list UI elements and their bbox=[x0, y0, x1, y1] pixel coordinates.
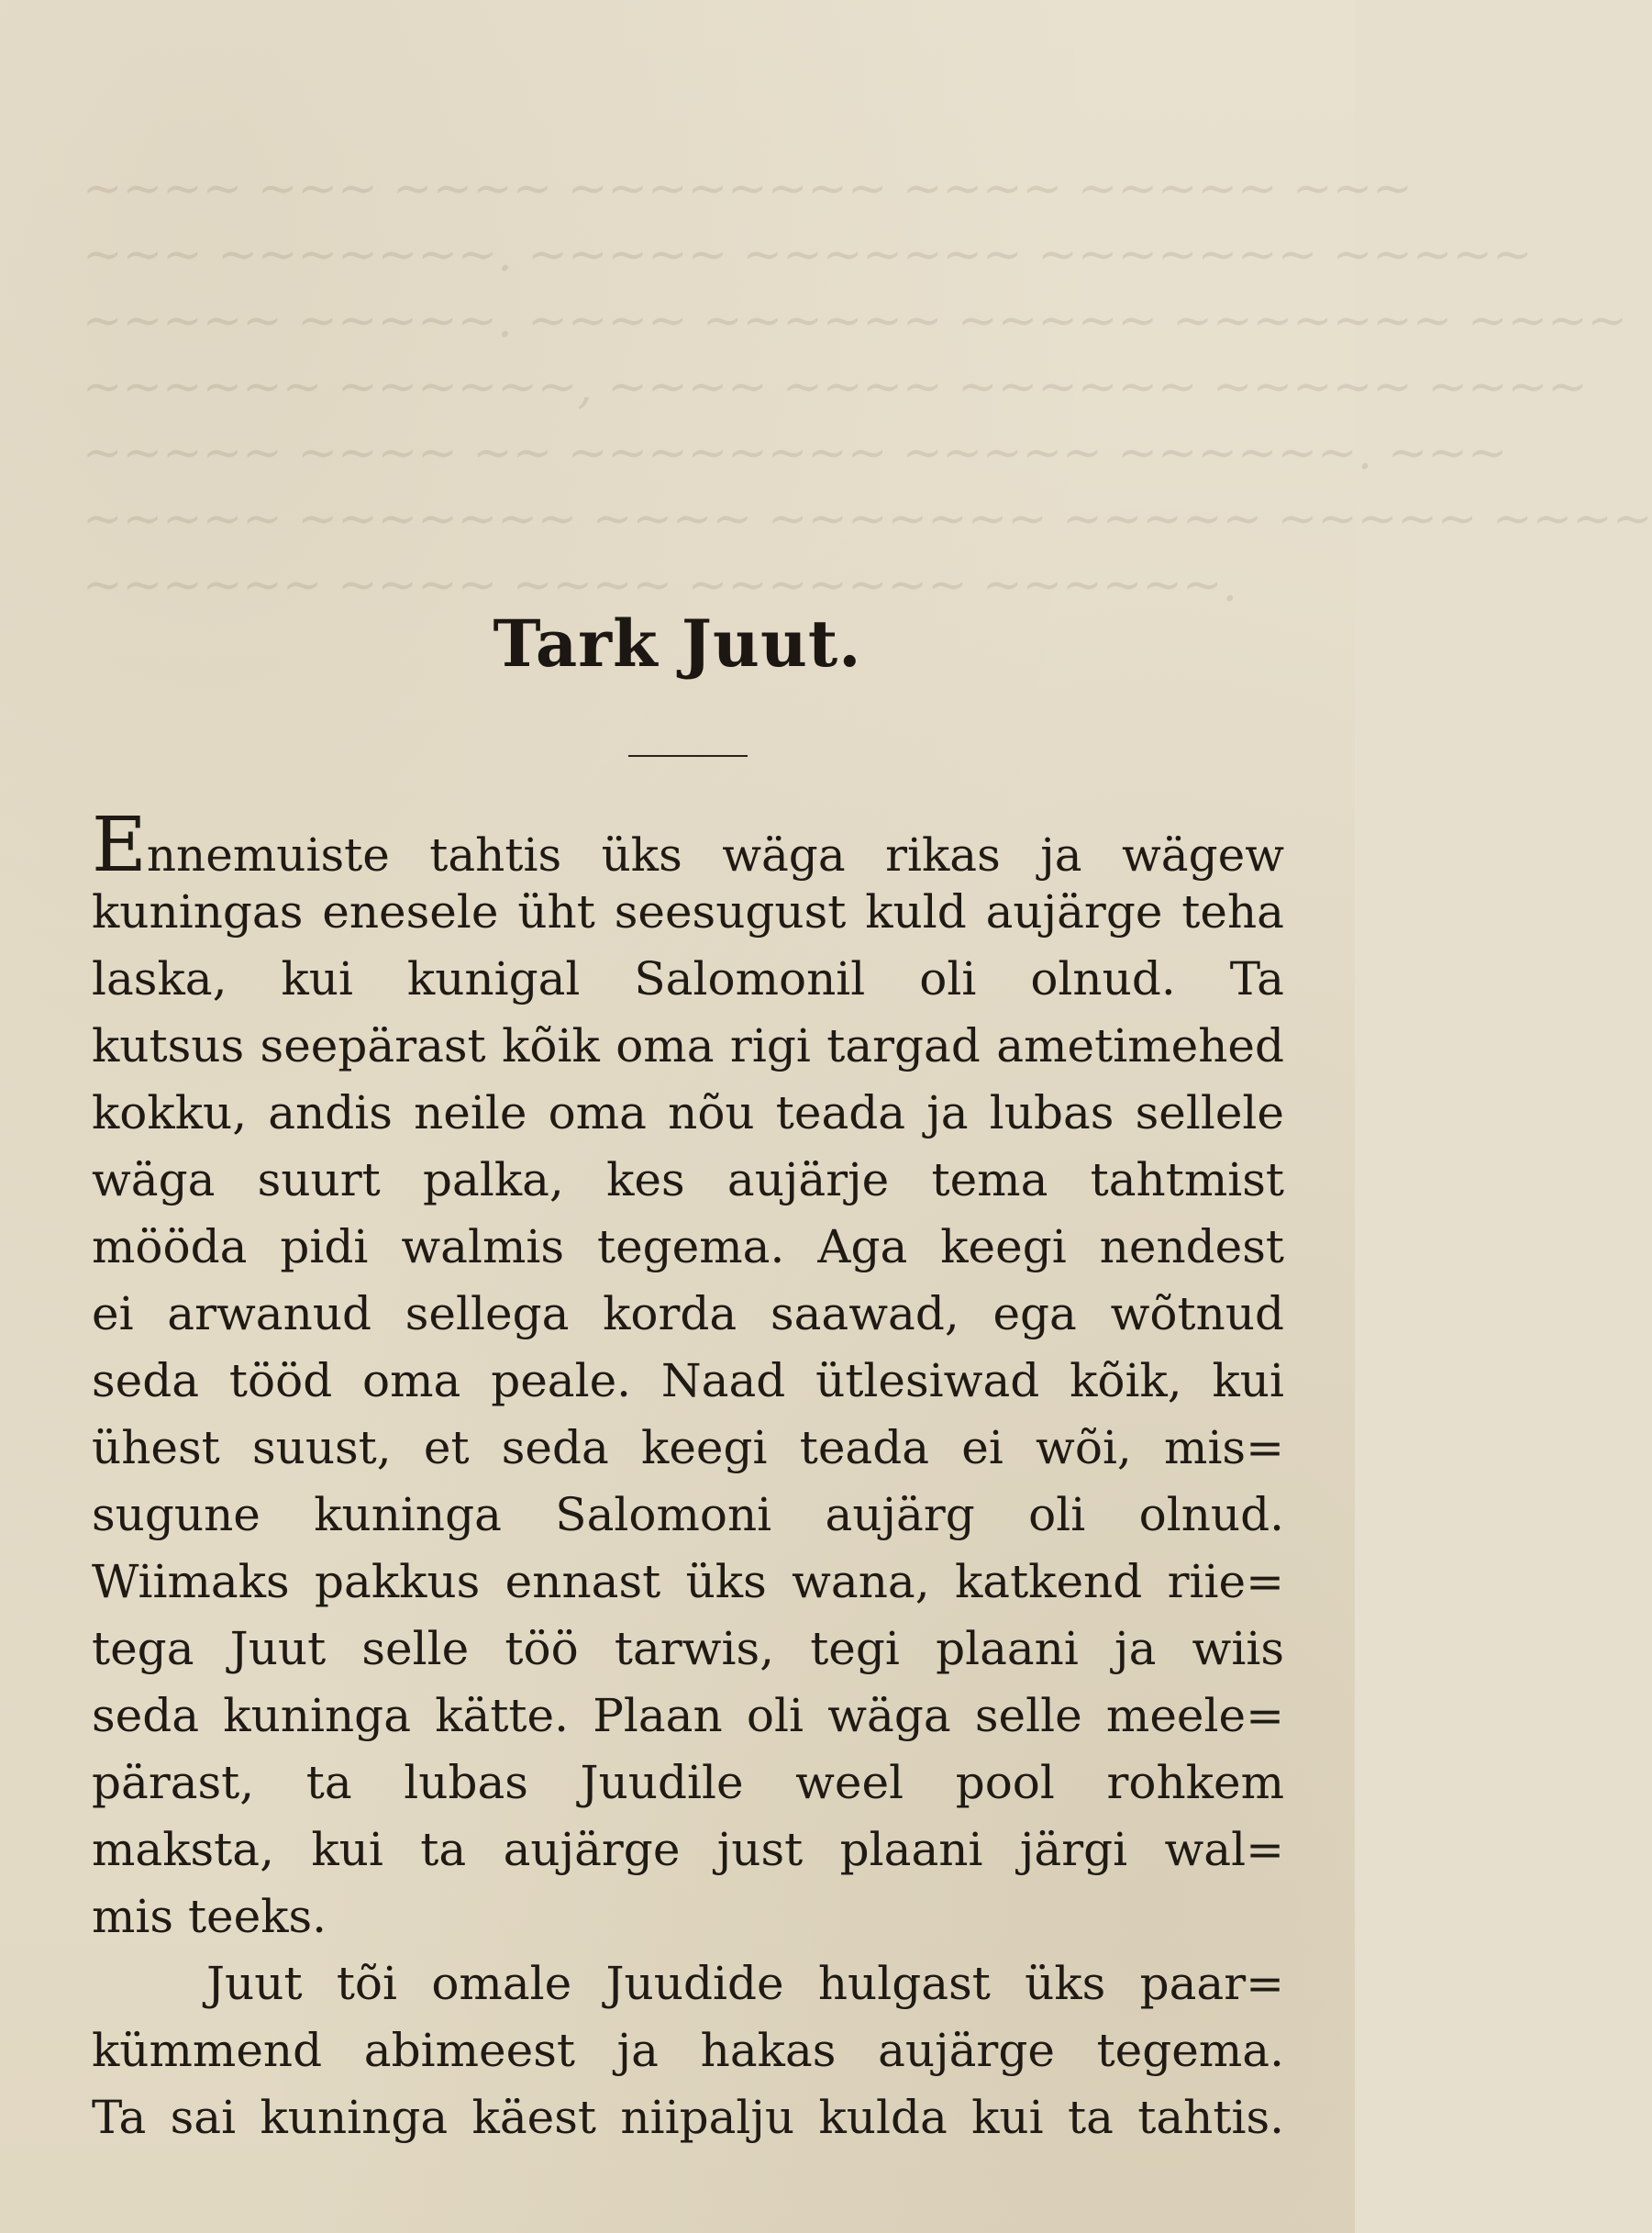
text-line: kümmend abimeest ja hakas aujärge tegema. bbox=[92, 2024, 1284, 2077]
text-line: Ta sai kuninga käest niipalju kulda kui ta tahtis. bbox=[92, 2091, 1284, 2144]
text-line: mööda pidi walmis tegema. Aga keegi nendest bbox=[92, 1220, 1284, 1273]
text-line: wäga suurt palka, kes aujärje tema tahtmist bbox=[92, 1153, 1284, 1206]
text-line: kokku, andis neile oma nõu teada ja lubas sellele bbox=[92, 1086, 1284, 1139]
text-line: pärast, ta lubas Juudile weel pool rohkem bbox=[92, 1756, 1284, 1809]
text-line: seda kuninga kätte. Plaan oli wäga selle meele= bbox=[92, 1689, 1284, 1742]
drop-cap: E bbox=[92, 802, 147, 889]
text-line: ühest suust, et seda keegi teada ei wõi, mis= bbox=[92, 1421, 1284, 1474]
text-line: maksta, kui ta aujärge just plaani järgi wal= bbox=[92, 1823, 1284, 1876]
text-line: laska, kui kunigal Salomonil oli olnud. Ta bbox=[92, 952, 1284, 1005]
text-line: mis teeks. bbox=[92, 1890, 327, 1943]
page-title: Tark Juut. bbox=[493, 605, 862, 682]
text-line-rest: nnemuiste tahtis üks wäga rikas ja wägew bbox=[146, 828, 1284, 882]
body-text bbox=[92, 802, 1284, 2151]
text-line: kutsus seepärast kõik oma rigi targad ametimehed bbox=[92, 1019, 1284, 1072]
text-line: Wiimaks pakkus ennast üks wana, katkend riie= bbox=[92, 1555, 1284, 1608]
text-line: kuningas enesele üht seesugust kuld aujärge teha bbox=[92, 885, 1284, 939]
text-line bbox=[92, 802, 1284, 889]
show-through-texture: ~~~~ ~~~ ~~~~ ~~~~~~~~ ~~~~ ~~~~~ ~~~ ~~~ ~~~~~~~. ~~~~~ ~~~~~~~ ~~~~~~~ ~~~~~ ~~~~~ ~~~~~. ~~~~ ~~~~~~ ~~~~~ ~~~~~~~ ~~~~ ~~~~~~ ~~~~~~, ~~~~ ~~~~ ~~~~~~ ~~~~~ ~~~~ ~~~~~ ~~~~ ~~ ~~~~~~~~ ~~~~~ ~~~~~~. ~~~ ~~~~~ ~~~~~~~ ~~~~ ~~~~~~~ ~~~~~ ~~~~~ ~~~~ ~~~~~~ ~~~~ ~~~~ ~~~~~~~ ~~~~~~. bbox=[83, 161, 1652, 613]
text-line: sugune kuninga Salomoni aujärg oli olnud. bbox=[92, 1488, 1284, 1541]
text-line: tega Juut selle töö tarwis, tegi plaani ja wiis bbox=[92, 1622, 1284, 1675]
text-line: ei arwanud sellega korda saawad, ega wõtnud bbox=[92, 1287, 1284, 1340]
text-line: seda tööd oma peale. Naad ütlesiwad kõik, kui bbox=[92, 1354, 1284, 1407]
text-line: Juut tõi omale Juudide hulgast üks paar= bbox=[206, 1957, 1284, 2010]
title-divider bbox=[628, 755, 748, 757]
